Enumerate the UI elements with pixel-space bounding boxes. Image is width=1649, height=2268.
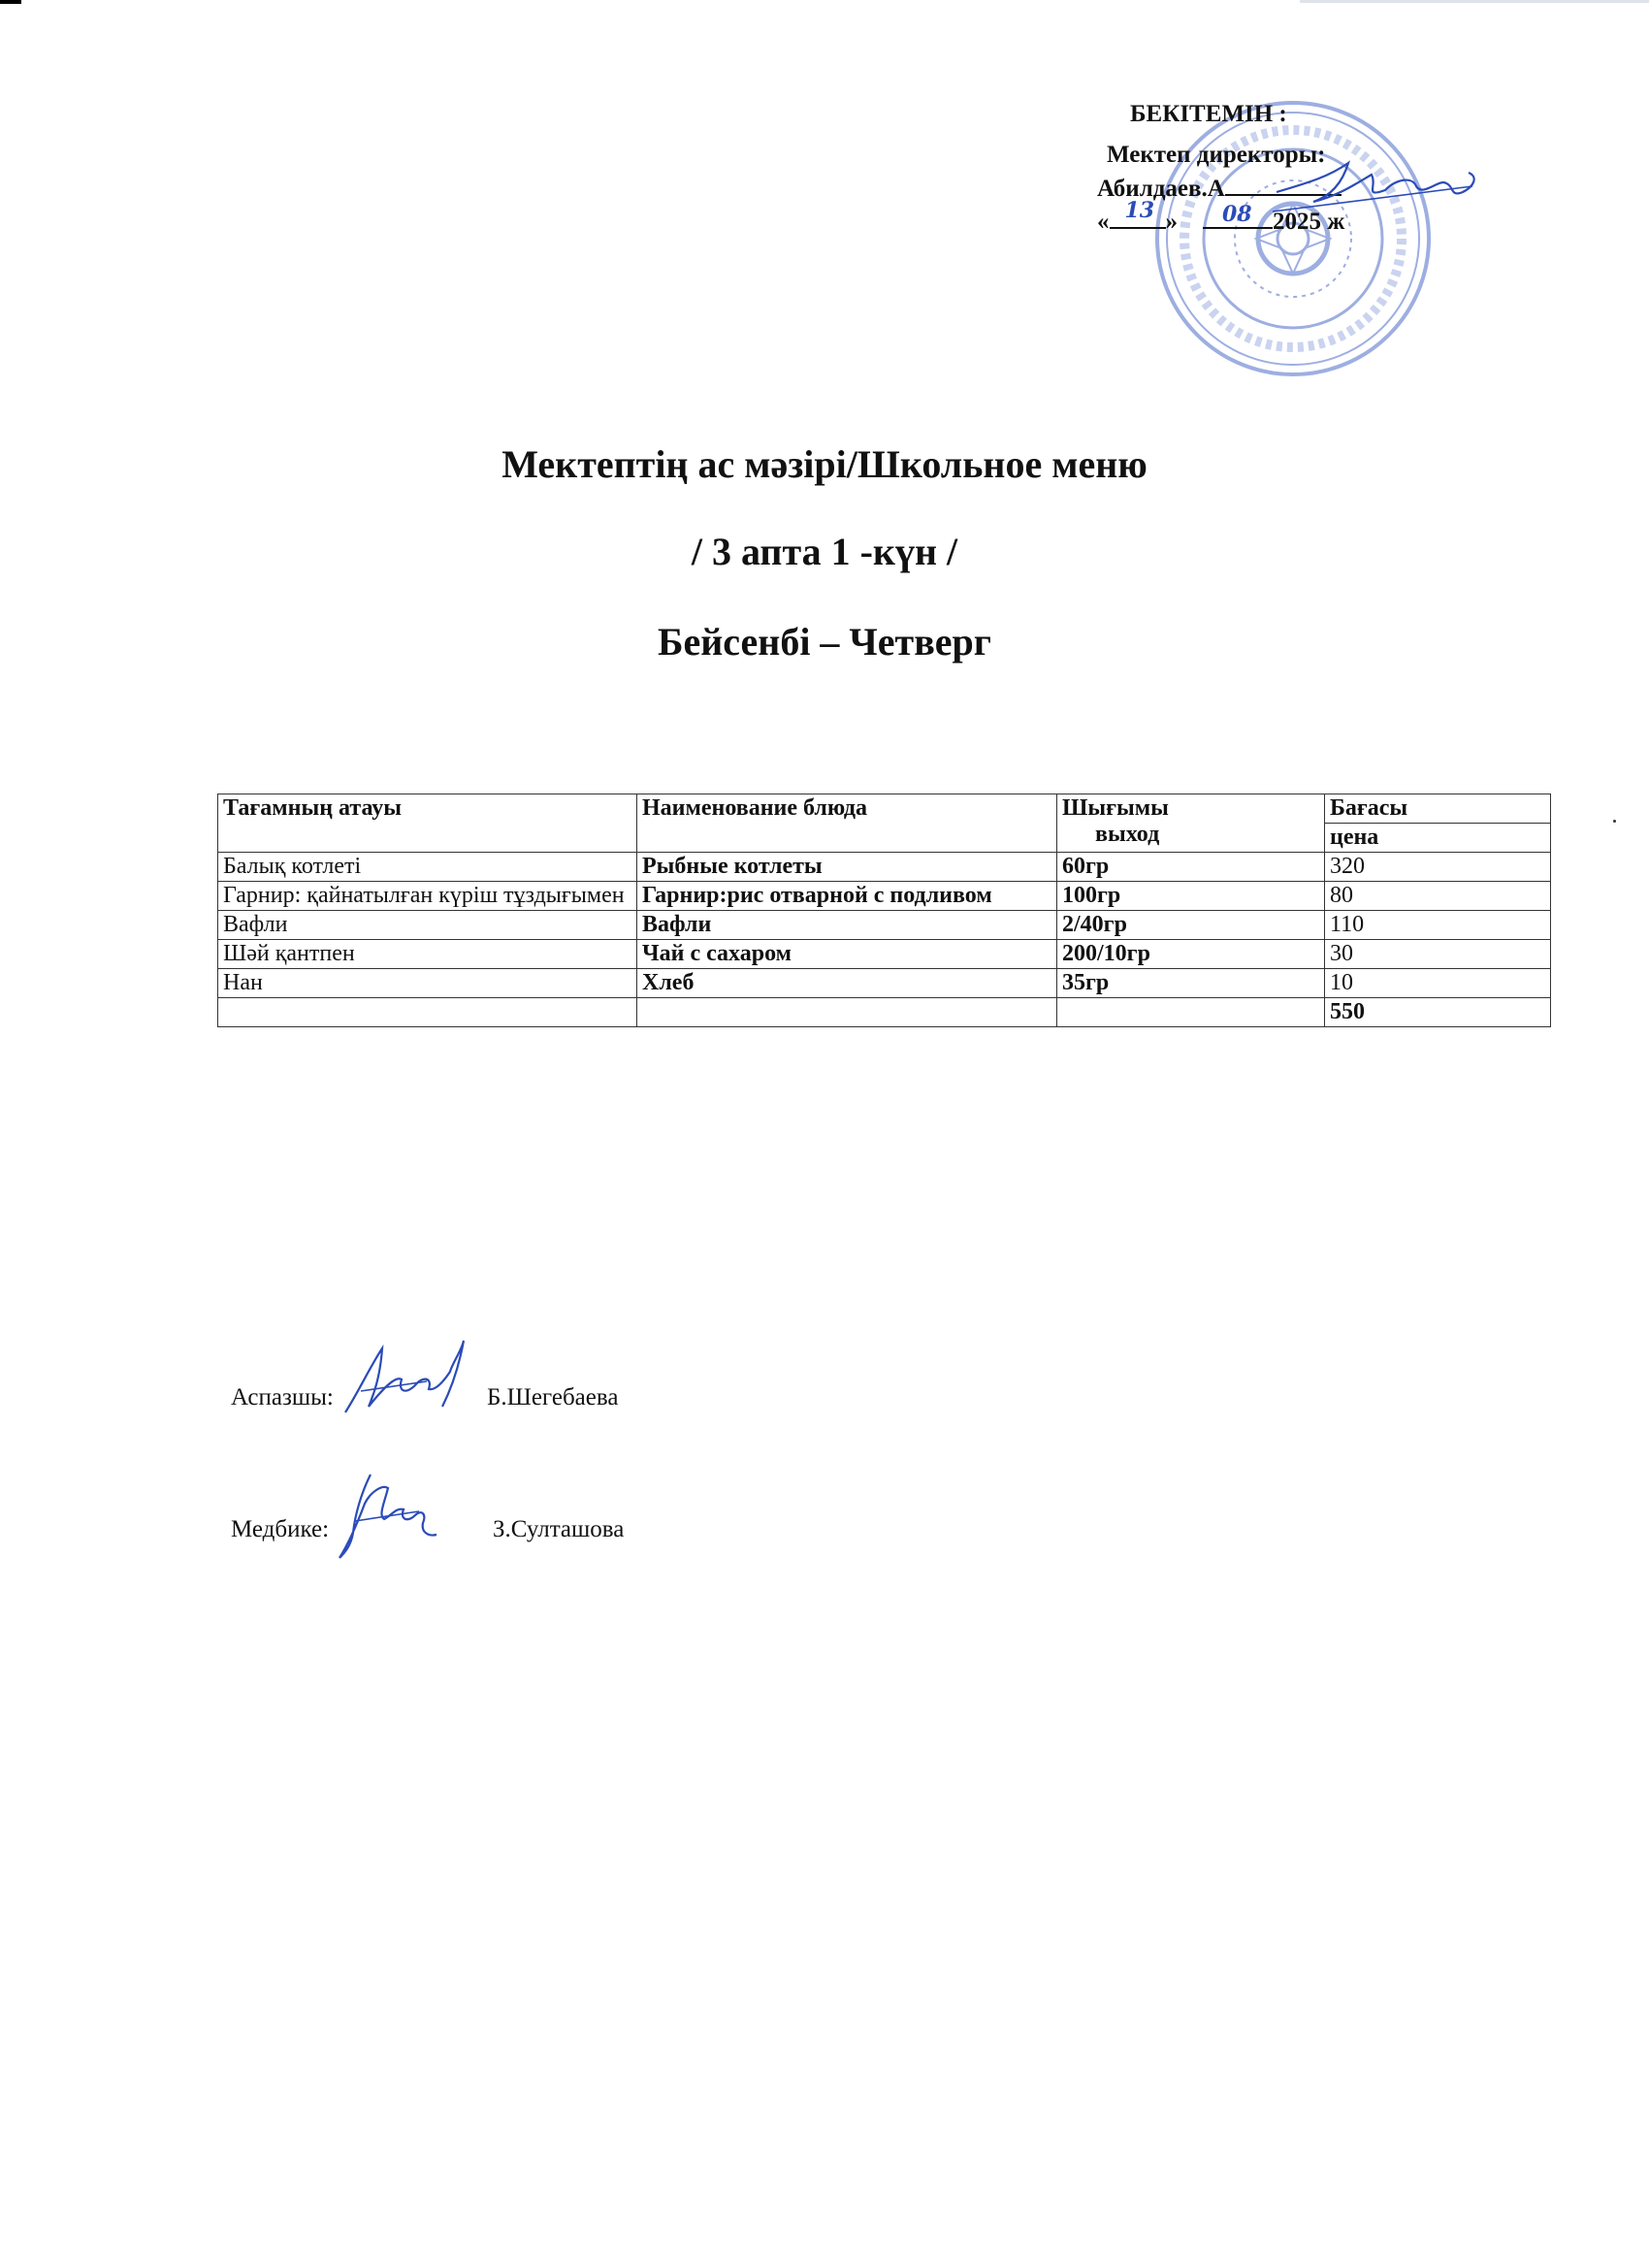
- table-header-row: [218, 794, 1551, 824]
- table-row: [218, 969, 1551, 998]
- cell-output: 2/40гр: [1057, 911, 1325, 940]
- table-row: [218, 940, 1551, 969]
- cell-price: 30: [1325, 940, 1551, 969]
- cell-price: 110: [1325, 911, 1551, 940]
- cell-price: 80: [1325, 882, 1551, 911]
- cook-signature: [341, 1337, 477, 1424]
- approval-position: Мектеп директоры:: [1107, 142, 1326, 168]
- cell-output: 100гр: [1057, 882, 1325, 911]
- cell-kz: Балық котлеті: [218, 853, 637, 882]
- cell-output: 200/10гр: [1057, 940, 1325, 969]
- cell-kz: Вафли: [218, 911, 637, 940]
- header-ru-name: Наименование блюда: [637, 794, 1057, 853]
- cell-price: 10: [1325, 969, 1551, 998]
- cell-ru: Гарнир:рис отварной с подливом: [637, 882, 1057, 911]
- cell-output: 35гр: [1057, 969, 1325, 998]
- director-name: Абилдаев.А: [1097, 176, 1225, 202]
- header-output-kz: Шығымы: [1062, 795, 1169, 821]
- date-month-blank: [1203, 202, 1273, 229]
- table-row: [218, 882, 1551, 911]
- date-month: 08: [1222, 202, 1252, 227]
- date-open-quote: «: [1097, 209, 1110, 235]
- menu-title: Мектептің ас мәзірі/Школьное меню: [501, 442, 1148, 486]
- cell-ru: Рыбные котлеты: [637, 853, 1057, 882]
- date-close-quote: »: [1165, 209, 1178, 235]
- nurse-name: З.Султашова: [493, 1516, 625, 1542]
- nurse-signature: [336, 1465, 452, 1562]
- header-price-kz: Бағасы: [1325, 794, 1551, 824]
- cell-empty: [637, 998, 1057, 1027]
- stray-dot: [1613, 820, 1616, 823]
- scan-edge-band: [1300, 0, 1649, 3]
- date-year: 2025 ж: [1273, 209, 1345, 235]
- date-day-blank: [1110, 198, 1166, 229]
- nurse-label: Медбике:: [231, 1516, 330, 1542]
- week-day-subtitle: / 3 апта 1 -күн /: [691, 530, 958, 573]
- table-row: [218, 911, 1551, 940]
- header-price-ru: цена: [1325, 824, 1551, 853]
- header-output-ru: выход: [1095, 822, 1160, 847]
- header-kz-name: Тағамның атауы: [218, 794, 637, 853]
- cell-empty: [218, 998, 637, 1027]
- approval-heading: БЕКІТЕМІН :: [1130, 101, 1287, 127]
- cell-ru: Чай с сахаром: [637, 940, 1057, 969]
- cook-label: Аспазшы:: [231, 1384, 334, 1410]
- cell-total: 550: [1325, 998, 1551, 1027]
- director-signature: [1271, 153, 1484, 231]
- cell-ru: Хлеб: [637, 969, 1057, 998]
- cell-kz: Шәй қантпен: [218, 940, 637, 969]
- cell-ru: Вафли: [637, 911, 1057, 940]
- scan-edge-mark: [0, 0, 21, 4]
- cell-kz: Гарнир: қайнатылған күріш тұздығымен: [218, 882, 637, 911]
- table-row: [218, 853, 1551, 882]
- cell-output: 60гр: [1057, 853, 1325, 882]
- menu-table: [217, 794, 1551, 1027]
- header-output: [1057, 794, 1325, 853]
- cell-empty: [1057, 998, 1325, 1027]
- cell-kz: Нан: [218, 969, 637, 998]
- weekday-name: Бейсенбі – Четверг: [658, 620, 991, 664]
- cook-name: Б.Шегебаева: [487, 1384, 619, 1410]
- table-total-row: [218, 998, 1551, 1027]
- date-day: 13: [1124, 198, 1155, 223]
- cell-price: 320: [1325, 853, 1551, 882]
